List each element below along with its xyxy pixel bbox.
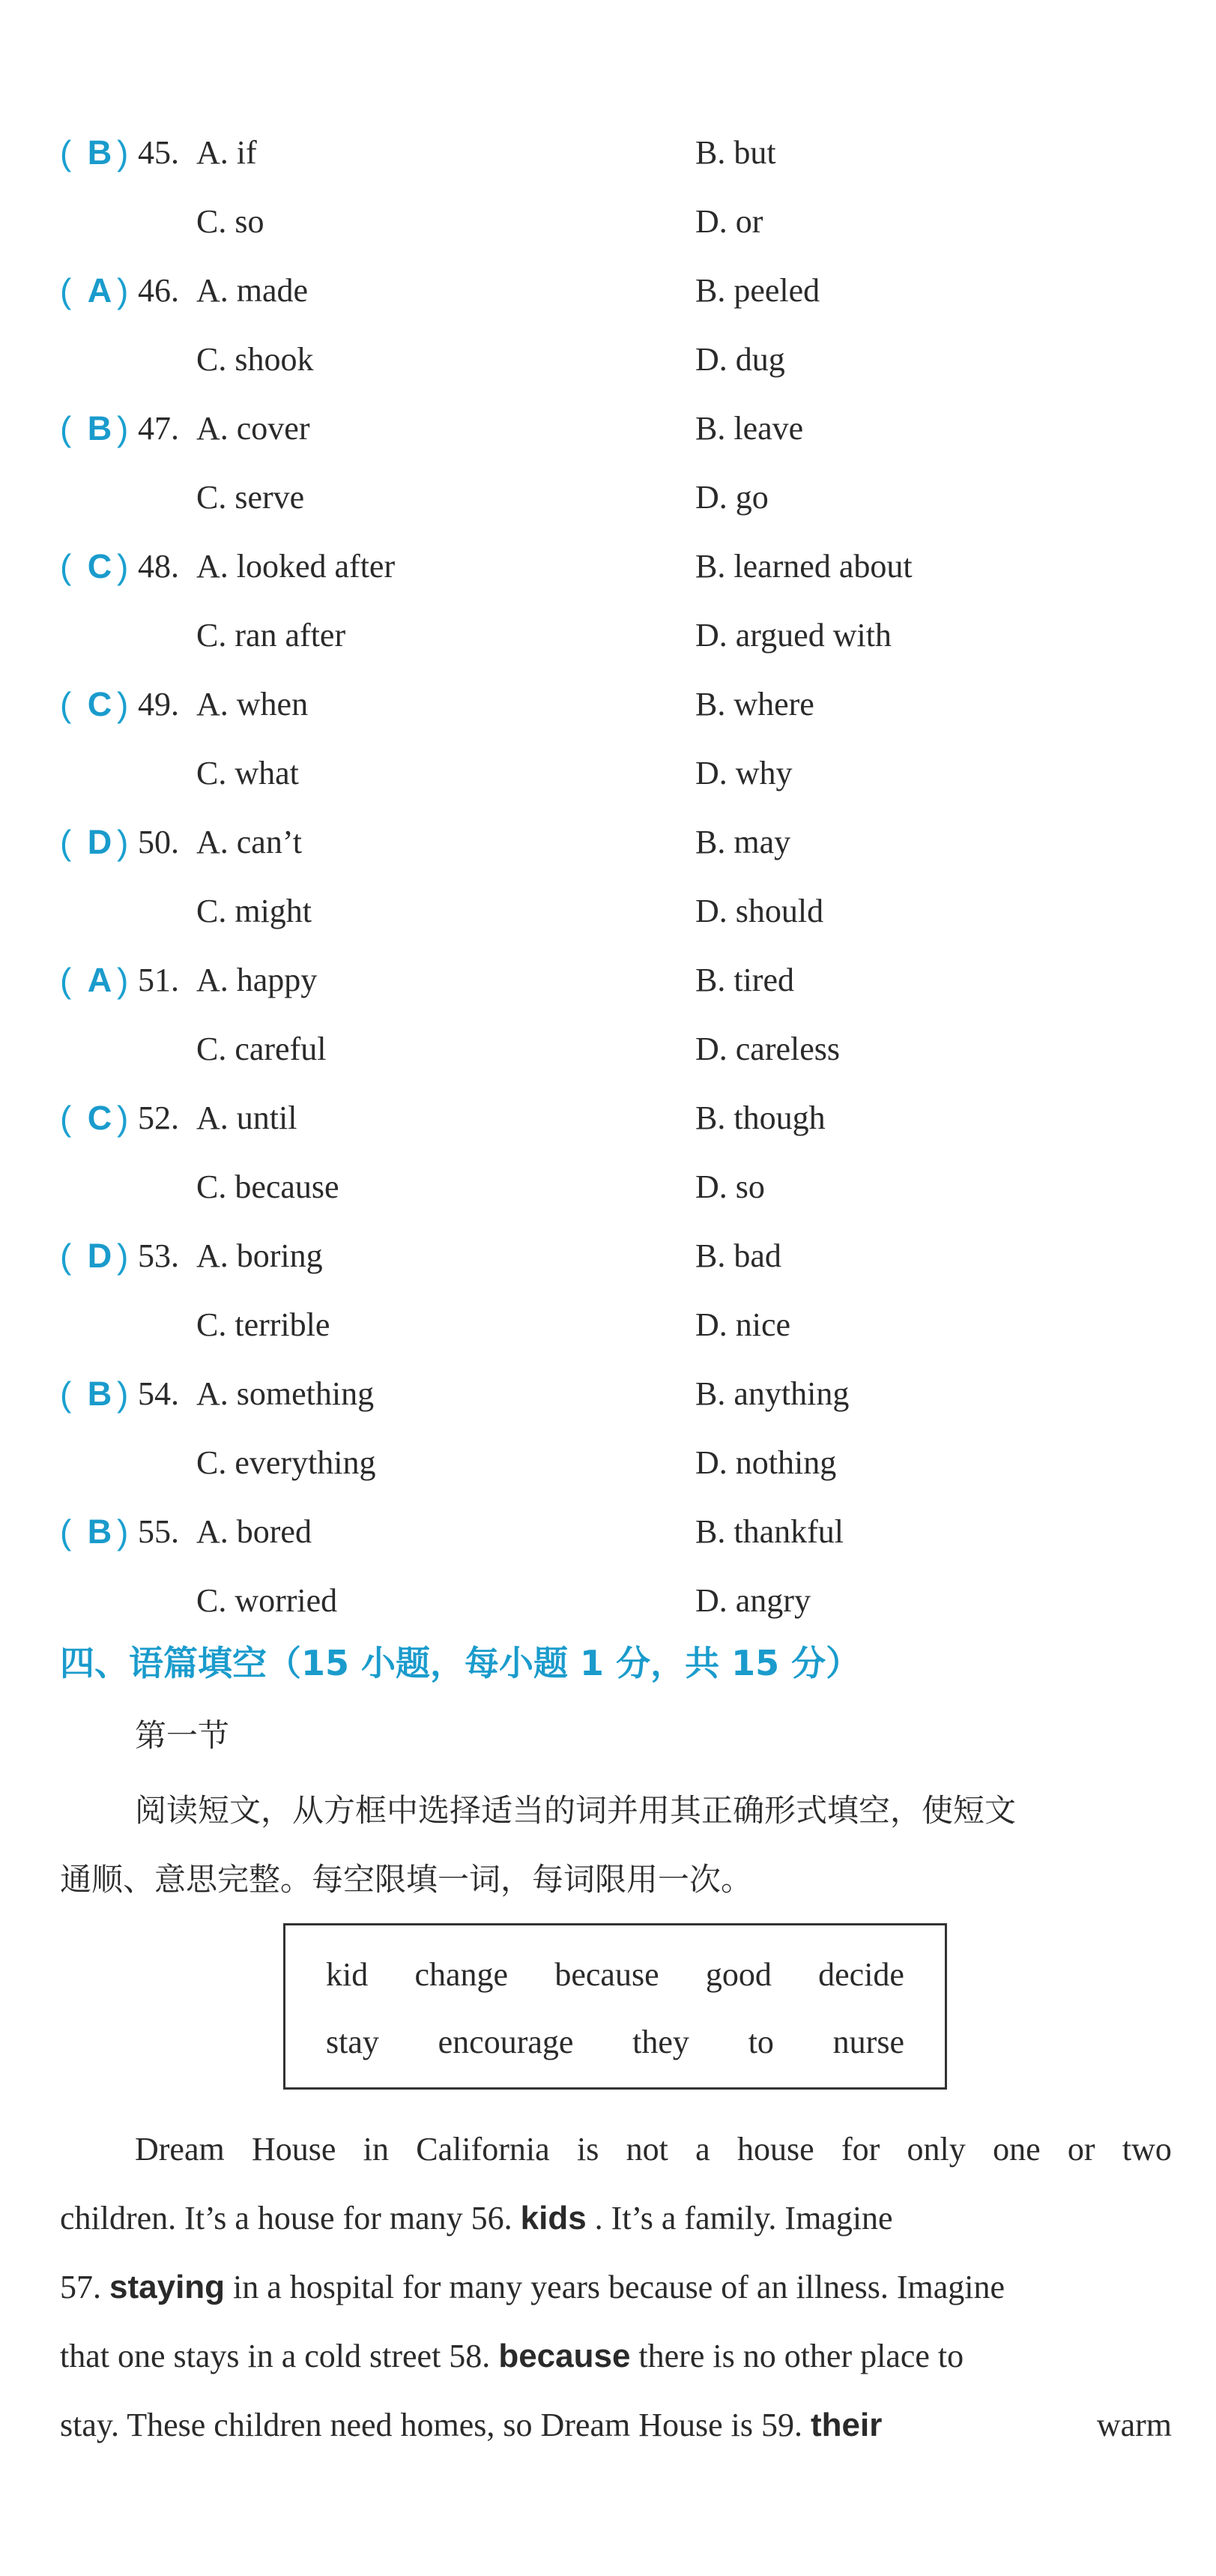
option-b: B. thankful: [695, 1513, 844, 1550]
blank-answer-59: their: [811, 2407, 883, 2443]
option-c: C. what: [196, 755, 299, 791]
word-box-row-2: [326, 2023, 904, 2061]
answer-letter: C: [87, 685, 112, 723]
word-item: because: [554, 1956, 659, 1993]
question-row-options-cd: [0, 1153, 1216, 1222]
option-a: A. when: [196, 686, 309, 723]
word-box: [283, 1923, 947, 2090]
question-row-46: [0, 256, 1216, 325]
section-title: 四、语篇填空（15 小题，每小题 1 分，共 15 分）: [60, 1643, 861, 1683]
question-row-options-cd: [0, 1566, 1216, 1635]
word-item: stay: [326, 2024, 379, 2060]
passage-text: children. It’s a house for many 56.: [60, 2200, 521, 2236]
option-a: A. until: [196, 1100, 297, 1136]
option-d: D. careless: [695, 1031, 841, 1067]
option-a: A. made: [196, 272, 309, 309]
word-box-row-1: [326, 1955, 904, 1994]
word-item: decide: [818, 1956, 904, 1993]
option-c: C. careful: [196, 1031, 327, 1067]
instruction-line-1: 阅读短文，从方框中选择适当的词并用其正确形式填空，使短文: [135, 1792, 1017, 1829]
option-b: B. learned about: [695, 548, 913, 585]
question-number: 49.: [138, 686, 179, 723]
question-row-options-cd: [0, 463, 1216, 532]
passage-word: one: [993, 2131, 1041, 2168]
option-c: C. because: [196, 1168, 339, 1205]
question-row-47: [0, 394, 1216, 463]
blank-answer-57: staying: [109, 2269, 226, 2305]
option-b: B. but: [695, 134, 776, 171]
option-d: D. argued with: [695, 617, 892, 654]
close-paren: ): [117, 1099, 129, 1138]
open-paren: (: [60, 1237, 72, 1276]
close-paren: ): [117, 1237, 129, 1276]
option-b: B. tired: [695, 962, 794, 998]
close-paren: ): [117, 1375, 129, 1414]
question-row-options-cd: [0, 187, 1216, 256]
question-row-54: [0, 1360, 1216, 1429]
passage-word: a: [695, 2131, 710, 2168]
answer-letter: B: [87, 409, 112, 447]
question-row-49: [0, 670, 1216, 739]
word-item: good: [705, 1956, 772, 1993]
word-item: they: [632, 2024, 689, 2060]
passage-word: Dream: [135, 2131, 225, 2168]
option-a: A. something: [196, 1375, 375, 1412]
question-number: 50.: [138, 824, 179, 860]
passage-word: is: [576, 2131, 599, 2168]
close-paren: ): [117, 409, 129, 448]
question-row-52: [0, 1084, 1216, 1153]
question-row-48: [0, 532, 1216, 601]
close-paren: ): [117, 133, 129, 172]
word-item: to: [748, 2024, 774, 2060]
open-paren: (: [60, 1512, 72, 1551]
question-number: 51.: [138, 962, 179, 998]
option-a: A. boring: [196, 1237, 323, 1274]
question-number: 52.: [138, 1100, 179, 1136]
question-row-options-cd: [0, 739, 1216, 808]
passage-word: not: [626, 2131, 668, 2168]
passage-word: House: [252, 2131, 336, 2168]
passage-line-4: [60, 2322, 1172, 2391]
question-row-53: [0, 1222, 1216, 1291]
close-paren: ): [117, 271, 129, 310]
close-paren: ): [117, 547, 129, 586]
answer-letter: B: [87, 1375, 112, 1413]
close-paren: ): [117, 823, 129, 862]
passage-text: 57.: [60, 2269, 109, 2305]
passage-word: only: [907, 2131, 966, 2168]
question-row-55: [0, 1497, 1216, 1566]
blank-answer-58: because: [498, 2338, 631, 2374]
passage-word: house: [736, 2131, 814, 2168]
passage-text: warm: [1096, 2407, 1172, 2443]
open-paren: (: [60, 685, 72, 724]
open-paren: (: [60, 1375, 72, 1414]
open-paren: (: [60, 547, 72, 586]
option-d: D. should: [695, 893, 824, 929]
passage-text: stay. These children need homes, so Dream House is 59.: [60, 2407, 811, 2443]
option-d: D. so: [695, 1168, 765, 1205]
question-row-options-cd: [0, 325, 1216, 394]
option-c: C. so: [196, 203, 264, 240]
question-row-options-cd: [0, 1291, 1216, 1360]
question-row-options-cd: [0, 1015, 1216, 1084]
option-c: C. everything: [196, 1444, 376, 1481]
open-paren: (: [60, 133, 72, 172]
option-b: B. anything: [695, 1375, 850, 1412]
open-paren: (: [60, 823, 72, 862]
close-paren: ): [117, 1512, 129, 1551]
option-a: A. cover: [196, 410, 310, 447]
option-b: B. may: [695, 824, 791, 860]
question-number: 45.: [138, 134, 179, 171]
option-d: D. nothing: [695, 1444, 837, 1481]
question-row-50: [0, 808, 1216, 877]
blank-answer-56: kids: [520, 2200, 587, 2236]
passage-text: that one stays in a cold street 58.: [60, 2338, 499, 2374]
word-item: nurse: [832, 2024, 904, 2060]
option-d: D. nice: [695, 1306, 791, 1343]
question-number: 55.: [138, 1513, 179, 1550]
option-d: D. why: [695, 755, 793, 791]
open-paren: (: [60, 961, 72, 1000]
question-number: 46.: [138, 272, 179, 309]
passage-text: in a hospital for many years because of an illness. Imagine: [225, 2269, 1005, 2305]
option-c: C. serve: [196, 479, 305, 516]
option-c: C. shook: [196, 341, 314, 378]
passage-line-2: [60, 2184, 1172, 2253]
option-b: B. leave: [695, 410, 804, 447]
answer-letter: A: [87, 961, 112, 999]
word-item: kid: [326, 1956, 369, 1993]
question-row-options-cd: [0, 1429, 1216, 1497]
option-a: A. happy: [196, 962, 318, 998]
question-number: 48.: [138, 548, 179, 585]
option-a: A. looked after: [196, 548, 396, 585]
open-paren: (: [60, 271, 72, 310]
answer-letter: B: [87, 1512, 112, 1551]
section-subtitle: 第一节: [135, 1717, 230, 1754]
option-c: C. might: [196, 893, 312, 929]
question-number: 47.: [138, 410, 179, 447]
passage-line-1: [135, 2115, 1172, 2184]
option-b: B. where: [695, 686, 814, 723]
question-number: 53.: [138, 1237, 179, 1274]
passage-word: for: [841, 2131, 880, 2168]
answer-letter: D: [87, 1237, 112, 1275]
question-row-45: [0, 118, 1216, 187]
option-a: A. can’t: [196, 824, 302, 860]
passage-line-5: [60, 2391, 1172, 2460]
option-a: A. bored: [196, 1513, 312, 1550]
passage-word: California: [416, 2131, 550, 2168]
open-paren: (: [60, 1099, 72, 1138]
question-row-51: [0, 946, 1216, 1015]
option-c: C. ran after: [196, 617, 346, 654]
word-item: encourage: [438, 2024, 574, 2060]
option-d: D. go: [695, 479, 769, 516]
passage-text: . It’s a family. Imagine: [586, 2200, 893, 2236]
word-item: change: [414, 1956, 509, 1993]
option-b: B. though: [695, 1100, 826, 1136]
open-paren: (: [60, 409, 72, 448]
option-c: C. terrible: [196, 1306, 330, 1343]
passage-word: in: [363, 2131, 389, 2168]
answer-letter: B: [87, 133, 112, 172]
passage-word: or: [1067, 2131, 1095, 2168]
question-row-options-cd: [0, 601, 1216, 670]
option-b: B. bad: [695, 1237, 781, 1274]
passage-word: two: [1122, 2131, 1172, 2168]
answer-letter: A: [87, 271, 112, 310]
option-d: D. angry: [695, 1582, 811, 1619]
option-d: D. or: [695, 203, 763, 240]
question-number: 54.: [138, 1375, 179, 1412]
option-c: C. worried: [196, 1582, 338, 1619]
question-row-options-cd: [0, 877, 1216, 946]
option-a: A. if: [196, 134, 257, 171]
instruction-line-2: 通顺、意思完整。每空限填一词，每词限用一次。: [60, 1861, 753, 1898]
option-b: B. peeled: [695, 272, 820, 309]
answer-letter: C: [87, 1099, 112, 1137]
passage-line-3: [60, 2253, 1172, 2322]
passage-text: there is no other place to: [630, 2338, 964, 2374]
option-d: D. dug: [695, 341, 785, 378]
close-paren: ): [117, 685, 129, 724]
close-paren: ): [117, 961, 129, 1000]
answer-letter: D: [87, 823, 112, 861]
answer-letter: C: [87, 547, 112, 585]
